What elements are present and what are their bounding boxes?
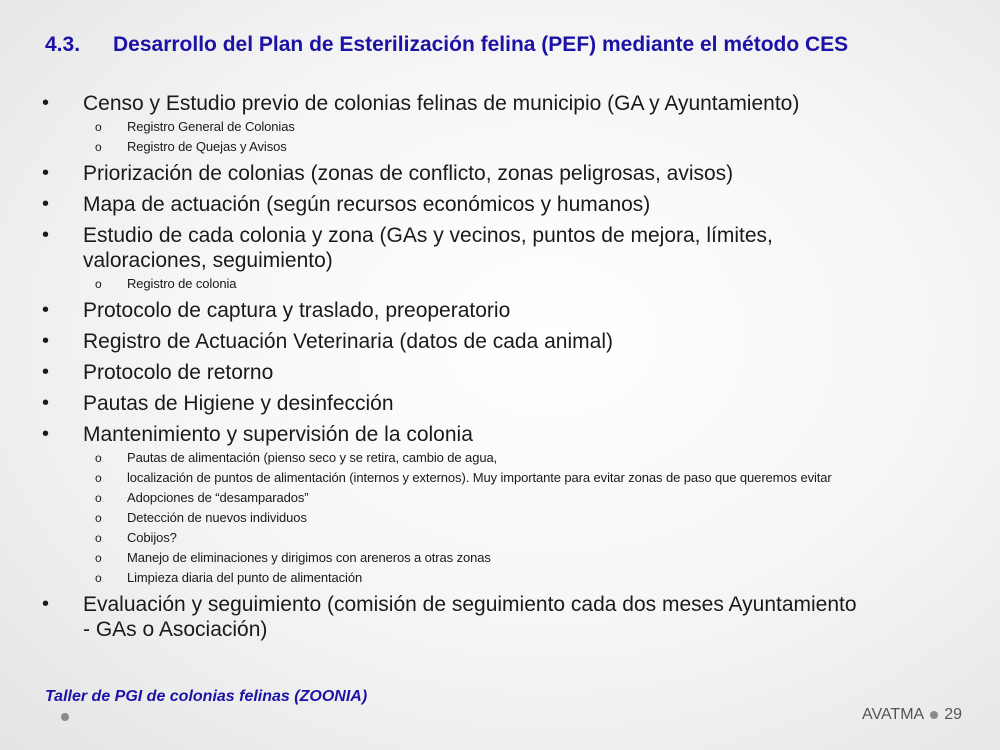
- list-item: [0, 192, 1000, 217]
- slide-title: [45, 33, 848, 57]
- list-item-text: Mapa de actuación (según recursos económicos y humanos): [83, 193, 651, 216]
- list-item-text: Censo y Estudio previo de colonias felinas de municipio (GA y Ayuntamiento): [83, 92, 800, 115]
- bullet-icon: •: [42, 423, 50, 445]
- sub-list-item: [0, 548, 1000, 568]
- sub-list-item-text: Manejo de eliminaciones y dirigimos con areneros a otras zonas: [127, 550, 491, 565]
- bullet-icon: •: [42, 92, 50, 114]
- list-item: [0, 422, 1000, 447]
- list-item: [0, 91, 1000, 116]
- bullet-icon: •: [42, 593, 50, 615]
- list-item-text: Evaluación y seguimiento (comisión de seguimiento cada dos meses Ayuntamiento: [83, 593, 857, 616]
- sub-list-item: [0, 468, 1000, 488]
- sub-list: [0, 274, 1000, 294]
- sub-bullet-icon: o: [95, 551, 102, 565]
- sub-list-item-text: Cobijos?: [127, 530, 177, 545]
- sub-list-item: [0, 448, 1000, 468]
- sub-bullet-icon: o: [95, 511, 102, 525]
- bullet-list: [0, 91, 1000, 642]
- separator-dot-icon: [930, 711, 938, 719]
- footer-dot-icon: [61, 713, 69, 721]
- sub-list-item: [0, 117, 1000, 137]
- list-item-text: Estudio de cada colonia y zona (GAs y vecinos, puntos de mejora, límites,: [83, 224, 773, 247]
- list-item-text: - GAs o Asociación): [83, 618, 268, 641]
- list-item: [0, 329, 1000, 354]
- bullet-icon: •: [42, 392, 50, 414]
- sub-list-item-text: Pautas de alimentación (pienso seco y se retira, cambio de agua,: [127, 450, 498, 465]
- footer-workshop-title: Taller de PGI de colonias felinas (ZOONIA): [45, 688, 368, 705]
- sub-list-item: [0, 568, 1000, 588]
- sub-bullet-icon: o: [95, 451, 102, 465]
- sub-list-item-text: Limpieza diaria del punto de alimentación: [127, 570, 363, 585]
- list-item-text: Mantenimiento y supervisión de la colonia: [83, 423, 473, 446]
- sub-bullet-icon: o: [95, 277, 102, 291]
- list-item-text: Protocolo de captura y traslado, preoperatorio: [83, 299, 511, 322]
- sub-bullet-icon: o: [95, 531, 102, 545]
- footer-brand: AVATMA: [861, 706, 925, 723]
- sub-list: [0, 117, 1000, 157]
- list-item-text: valoraciones, seguimiento): [83, 249, 333, 272]
- bullet-icon: •: [42, 361, 50, 383]
- bullet-icon: •: [42, 162, 50, 184]
- bullet-icon: •: [42, 299, 50, 321]
- sub-list-item-text: Detección de nuevos individuos: [127, 510, 307, 525]
- sub-list-item-text: Adopciones de “desamparados”: [127, 490, 309, 505]
- bullet-icon: •: [42, 193, 50, 215]
- list-item-text: Protocolo de retorno: [83, 361, 274, 384]
- bullet-icon: •: [42, 330, 50, 352]
- sub-list-item-text: Registro General de Colonias: [127, 119, 295, 134]
- sub-bullet-icon: o: [95, 571, 102, 585]
- bullet-icon: •: [42, 224, 50, 246]
- title-text: Desarrollo del Plan de Esterilización felina (PEF) mediante el método CES: [113, 33, 849, 56]
- sub-list-item: [0, 274, 1000, 294]
- sub-bullet-icon: o: [95, 120, 102, 134]
- sub-bullet-icon: o: [95, 471, 102, 485]
- list-item-text: Priorización de colonias (zonas de conflicto, zonas peligrosas, avisos): [83, 162, 734, 185]
- sub-list-item-text: Registro de Quejas y Avisos: [127, 139, 287, 154]
- sub-list-item-text: Registro de colonia: [127, 276, 237, 291]
- footer-page-info: [862, 706, 962, 724]
- list-item: [0, 592, 1000, 642]
- sub-list-item: [0, 508, 1000, 528]
- sub-list: [0, 448, 1000, 588]
- page-number: 29: [944, 706, 962, 723]
- sub-bullet-icon: o: [95, 491, 102, 505]
- sub-list-item: [0, 488, 1000, 508]
- sub-list-item: [0, 137, 1000, 157]
- list-item: [0, 391, 1000, 416]
- list-item: [0, 223, 1000, 273]
- list-item: [0, 161, 1000, 186]
- list-item-text: Pautas de Higiene y desinfección: [83, 392, 394, 415]
- list-item-text: Registro de Actuación Veterinaria (datos de cada animal): [83, 330, 613, 353]
- sub-list-item: [0, 528, 1000, 548]
- section-number: 4.3.: [45, 33, 81, 56]
- list-item: [0, 360, 1000, 385]
- sub-bullet-icon: o: [95, 140, 102, 154]
- list-item: [0, 298, 1000, 323]
- sub-list-item-text: localización de puntos de alimentación (internos y externos). Muy importante para evitar zonas de paso que queremos evitar: [127, 470, 832, 485]
